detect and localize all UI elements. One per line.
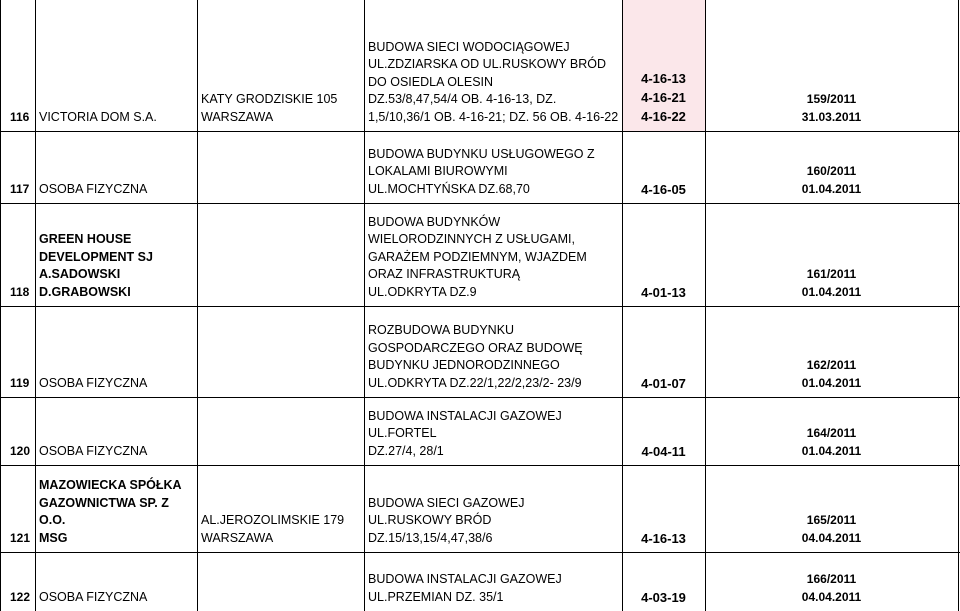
row-number <box>0 0 35 126</box>
project-description-line: UL.MOCHTYŃSKA DZ.68,70 <box>368 181 530 196</box>
project-description <box>364 203 622 301</box>
decision-number-date-line: 01.04.2011 <box>801 444 862 458</box>
decision-number-date <box>705 397 958 460</box>
decision-number-date-line: 04.04.2011 <box>801 590 862 604</box>
investor-address-line: WARSZAWA <box>201 109 274 124</box>
investor-address-line: AL.JEROZOLIMSKIE 179 <box>201 513 345 527</box>
decision-number-date <box>705 0 958 126</box>
decision-number-date-line: 164/2011 <box>806 426 857 440</box>
cadastral-codes-line: 4-16-22 <box>641 109 686 124</box>
project-description-line: BUDOWA INSTALACJI GAZOWEJ <box>368 572 562 586</box>
row-number-line: 120 <box>10 443 31 458</box>
project-description <box>364 306 622 392</box>
cadastral-codes <box>622 465 705 547</box>
cadastral-codes <box>622 131 705 198</box>
decision-number-date-line: 165/2011 <box>806 513 857 527</box>
investor-name-line: O.O. <box>39 513 66 527</box>
decision-number-date-line: 04.04.2011 <box>801 531 862 545</box>
decision-number-date-line: 01.04.2011 <box>801 376 862 390</box>
decision-number-date <box>705 306 958 392</box>
investor-name-line: DEVELOPMENT SJ <box>39 249 153 264</box>
project-description-line: 1,5/10,36/1 OB. 4-16-21; DZ. 56 OB. 4-16-22 <box>368 109 619 124</box>
project-description-line: BUDYNKU JEDNORODZINNEGO <box>368 358 560 372</box>
project-description <box>364 465 622 547</box>
project-description-line: ROZBUDOWA BUDYNKU <box>368 323 515 337</box>
investor-name-line: OSOBA FIZYCZNA <box>39 181 148 196</box>
row-number-line: 116 <box>10 109 30 124</box>
cadastral-codes <box>622 552 705 606</box>
project-description-line: UL.FORTEL <box>368 426 437 440</box>
project-description-line: UL.RUSKOWY BRÓD <box>368 513 492 527</box>
cadastral-codes-line: 4-01-07 <box>641 375 686 391</box>
decision-number-date-line: 01.04.2011 <box>801 285 862 299</box>
investor-name <box>35 0 197 126</box>
project-description-line: BUDOWA BUDYNKU USŁUGOWEGO Z <box>368 146 595 161</box>
investor-address-line: KATY GRODZISKIE 105 <box>201 92 338 106</box>
cadastral-codes-line: 4-04-11 <box>641 443 686 459</box>
project-description-line: UL.ZDZIARSKA OD UL.RUSKOWY BRÓD <box>368 57 607 71</box>
project-description <box>364 552 622 606</box>
decision-number-date-line: 159/2011 <box>806 92 857 106</box>
cadastral-codes-line: 4-16-21 <box>641 90 686 105</box>
row-number <box>0 203 35 301</box>
investor-name <box>35 306 197 392</box>
investor-name-line: MSG <box>39 530 68 545</box>
cadastral-codes-line: 4-03-19 <box>641 589 686 605</box>
project-description-line: BUDOWA SIECI GAZOWEJ <box>368 495 525 510</box>
project-description-line: GARAŻEM PODZIEMNYM, WJAZDEM <box>368 249 587 264</box>
cadastral-codes-line: 4-01-13 <box>641 284 686 300</box>
investor-name <box>35 203 197 301</box>
project-description <box>364 397 622 460</box>
row-number <box>0 131 35 198</box>
investor-address-line: WARSZAWA <box>201 530 274 545</box>
project-description-line: DO OSIEDLA OLESIN <box>368 74 494 89</box>
row-number <box>0 552 35 606</box>
decision-number-date <box>705 131 958 198</box>
decision-number-date-line: 166/2011 <box>806 572 857 586</box>
decision-number-date-line: 161/2011 <box>806 267 857 281</box>
investor-name-line: VICTORIA DOM S.A. <box>39 109 157 124</box>
investor-name-line: OSOBA FIZYCZNA <box>39 375 148 390</box>
project-description-line: BUDOWA SIECI WODOCIĄGOWEJ <box>368 39 570 54</box>
row-number-line: 122 <box>10 589 31 604</box>
cadastral-codes <box>622 397 705 460</box>
decision-number-date-line: 162/2011 <box>806 358 857 372</box>
project-description-line: UL.PRZEMIAN DZ. 35/1 <box>368 589 504 604</box>
cadastral-codes <box>622 203 705 301</box>
project-description-line: WIELORODZINNYCH Z USŁUGAMI, <box>368 232 575 246</box>
decision-number-date <box>705 552 958 606</box>
project-description-line: LOKALAMI BIUROWYMI <box>368 164 508 178</box>
decision-number-date-line: 31.03.2011 <box>801 110 862 124</box>
project-description-line: DZ.15/13,15/4,47,38/6 <box>368 530 493 545</box>
cadastral-codes-line: 4-16-05 <box>641 181 686 197</box>
project-description <box>364 0 622 126</box>
cadastral-codes-line: 4-16-13 <box>641 71 686 86</box>
project-description-line: GOSPODARCZEGO ORAZ BUDOWĘ <box>368 340 583 355</box>
investor-name-line: OSOBA FIZYCZNA <box>39 589 148 604</box>
decision-number-date <box>705 465 958 547</box>
cadastral-codes-line: 4-16-13 <box>641 530 686 546</box>
investor-name-line: A.SADOWSKI <box>39 267 121 281</box>
row-number-line: 118 <box>10 284 30 299</box>
row-number-line: 117 <box>10 181 30 196</box>
decision-number-date <box>705 203 958 301</box>
cadastral-codes <box>622 0 705 126</box>
decision-number-date-line: 01.04.2011 <box>801 182 862 196</box>
project-description <box>364 131 622 198</box>
project-description-line: DZ.53/8,47,54/4 OB. 4-16-13, DZ. <box>368 92 557 106</box>
project-description-line: UL.ODKRYTA DZ.22/1,22/2,23/2- 23/9 <box>368 375 582 390</box>
investor-name <box>35 465 197 547</box>
investor-name-line: GREEN HOUSE <box>39 232 132 246</box>
project-description-line: BUDOWA INSTALACJI GAZOWEJ <box>368 408 562 423</box>
decision-number-date-line: 160/2011 <box>806 164 857 178</box>
row-number <box>0 465 35 547</box>
investor-address <box>197 465 364 547</box>
project-description-line: BUDOWA BUDYNKÓW <box>368 214 501 229</box>
project-description-line: UL.ODKRYTA DZ.9 <box>368 284 477 299</box>
cadastral-codes <box>622 306 705 392</box>
row-number <box>0 306 35 392</box>
row-number-line: 119 <box>10 375 30 390</box>
row-number-line: 121 <box>10 530 31 545</box>
investor-name-line: GAZOWNICTWA SP. Z <box>39 495 169 510</box>
project-description-line: ORAZ INFRASTRUKTURĄ <box>368 267 521 281</box>
investor-name <box>35 397 197 460</box>
investor-name <box>35 131 197 198</box>
investor-name <box>35 552 197 606</box>
project-description-line: DZ.27/4, 28/1 <box>368 443 444 458</box>
investor-name-line: D.GRABOWSKI <box>39 284 131 299</box>
investor-name-line: OSOBA FIZYCZNA <box>39 443 148 458</box>
investor-address <box>197 0 364 126</box>
investor-name-line: MAZOWIECKA SPÓŁKA <box>39 478 182 492</box>
row-number <box>0 397 35 460</box>
